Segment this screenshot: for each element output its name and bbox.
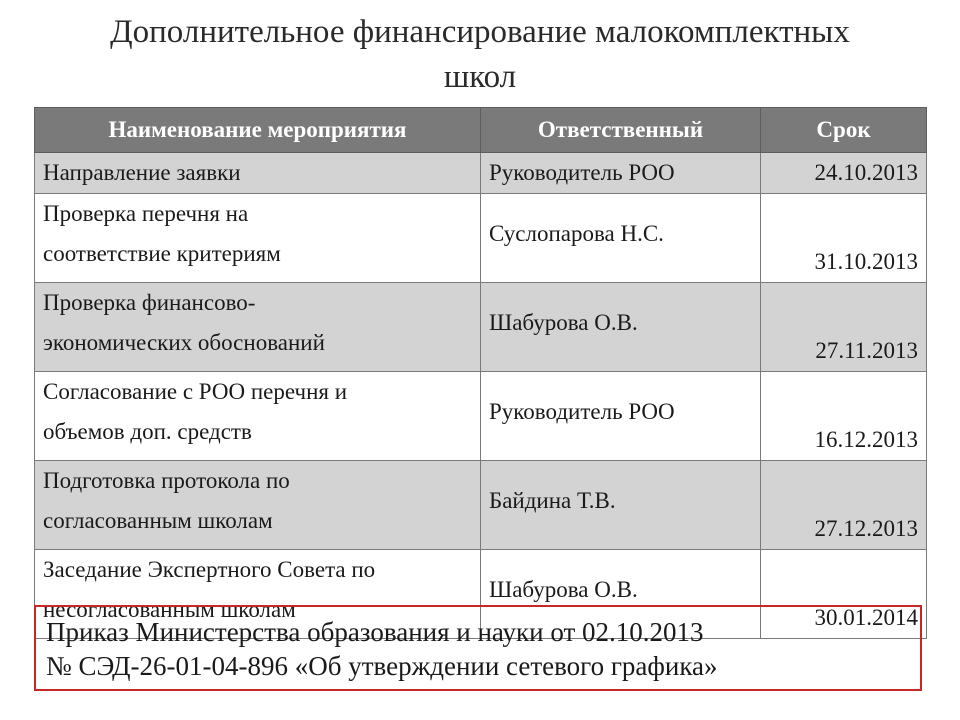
table-row bbox=[35, 153, 927, 194]
responsible-cell: Руководитель РОО bbox=[481, 372, 761, 461]
event-line: Заседание Экспертного Совета по bbox=[43, 557, 376, 582]
responsible-cell: Байдина Т.В. bbox=[481, 461, 761, 550]
header-responsible: Ответственный bbox=[481, 108, 761, 153]
event-line: Согласование с РОО перечня и bbox=[43, 379, 348, 404]
table-row bbox=[35, 372, 927, 461]
event-line: соответствие критериям bbox=[43, 241, 281, 266]
table-header-row bbox=[35, 108, 927, 153]
event-line: Проверка финансово- bbox=[43, 290, 256, 315]
event-line: Направление заявки bbox=[43, 160, 241, 185]
event-line: Подготовка протокола по bbox=[43, 468, 290, 493]
header-deadline: Срок bbox=[761, 108, 927, 153]
schedule-table bbox=[34, 107, 927, 639]
decree-line-1: Приказ Министерства образования и науки от 02.10.2013 bbox=[46, 617, 704, 647]
page-title bbox=[0, 10, 960, 100]
responsible-cell: Суслопарова Н.С. bbox=[481, 194, 761, 283]
decree-line-2: № СЭД-26-01-04-896 «Об утверждении сетевого графика» bbox=[46, 651, 718, 681]
event-cell bbox=[35, 461, 481, 550]
page-title-line-2: школ bbox=[443, 59, 517, 95]
event-line: согласованным школам bbox=[43, 508, 273, 533]
event-cell bbox=[35, 194, 481, 283]
deadline-cell: 27.11.2013 bbox=[761, 283, 927, 372]
header-event: Наименование мероприятия bbox=[35, 108, 481, 153]
responsible-cell: Шабурова О.В. bbox=[481, 283, 761, 372]
deadline-cell: 31.10.2013 bbox=[761, 194, 927, 283]
responsible-cell: Руководитель РОО bbox=[481, 153, 761, 194]
table-row bbox=[35, 283, 927, 372]
table-row bbox=[35, 194, 927, 283]
event-cell bbox=[35, 372, 481, 461]
deadline-cell: 24.10.2013 bbox=[761, 153, 927, 194]
deadline-cell: 30.01.2014 bbox=[761, 550, 927, 639]
decree-note bbox=[34, 605, 922, 691]
event-line: несогласованным школам bbox=[43, 597, 296, 622]
page-title-line-1: Дополнительное финансирование малокомплектных bbox=[110, 14, 850, 50]
event-line: объемов доп. средств bbox=[43, 419, 252, 444]
event-cell bbox=[35, 283, 481, 372]
event-line: Проверка перечня на bbox=[43, 201, 249, 226]
event-cell bbox=[35, 153, 481, 194]
responsible-cell: Шабурова О.В. bbox=[481, 550, 761, 639]
event-line: экономических обоснований bbox=[43, 330, 325, 355]
deadline-cell: 27.12.2013 bbox=[761, 461, 927, 550]
deadline-cell: 16.12.2013 bbox=[761, 372, 927, 461]
table-row bbox=[35, 461, 927, 550]
